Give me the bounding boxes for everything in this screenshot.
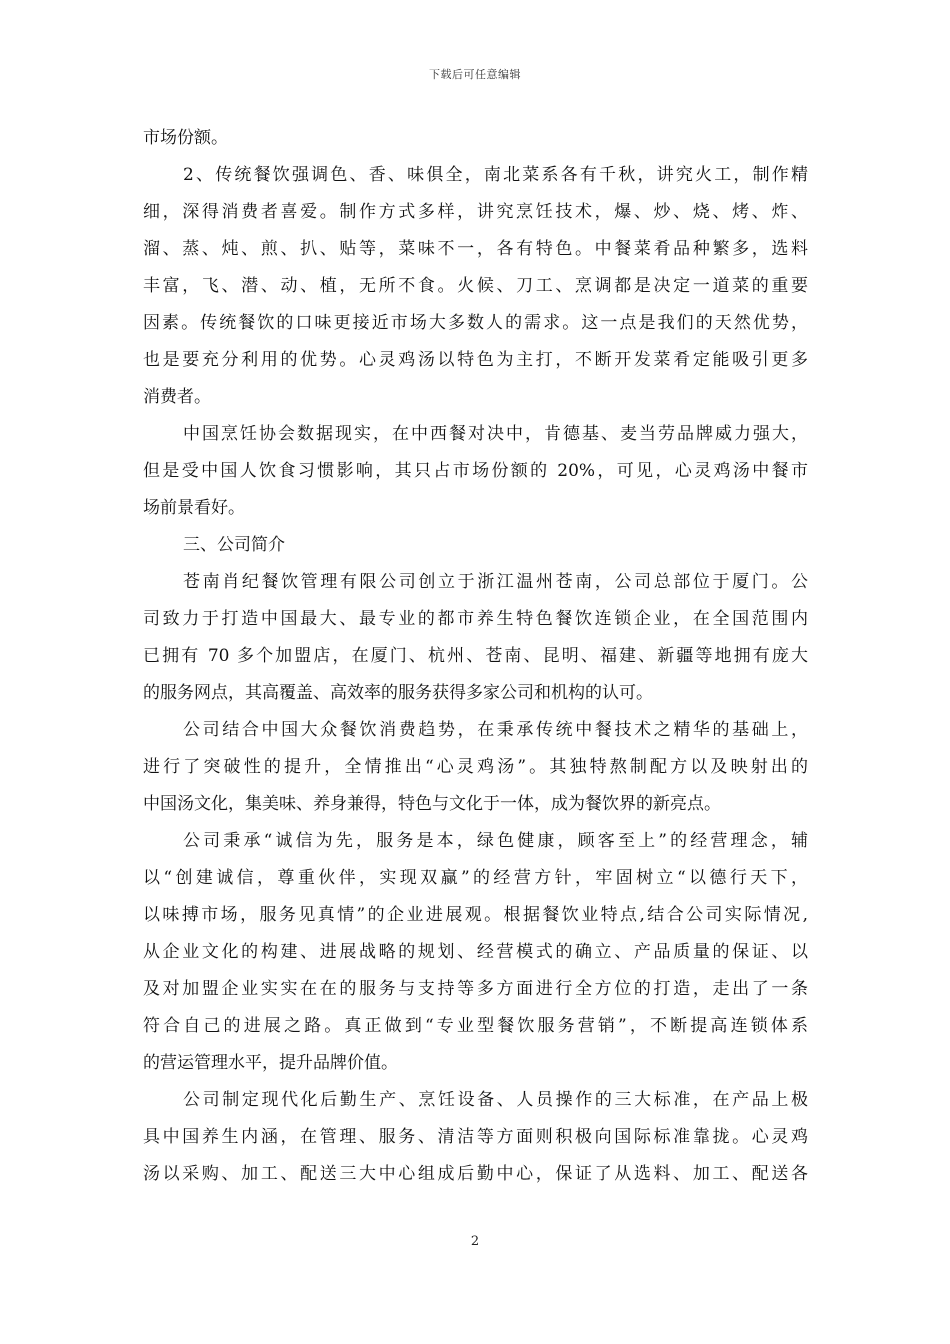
text-line: 公司结合中国大众餐饮消费趋势，在秉承传统中餐技术之精华的基础上， [183, 720, 808, 740]
text-line: 从企业文化的构建、进展战略的规划、经营模式的确立、产品质量的保证、以 [143, 942, 808, 962]
text-line: 细，深得消费者喜爱。制作方式多样，讲究烹饪技术，爆、炒、烧、烤、炸、 [143, 202, 808, 222]
text-line: 苍南肖纪餐饮管理有限公司创立于浙江温州苍南，公司总部位于厦门。公 [183, 572, 808, 592]
page-number: 2 [470, 1234, 480, 1249]
text-line: 已拥有 70 多个加盟店，在厦门、杭州、苍南、昆明、福建、新疆等地拥有庞大 [143, 646, 808, 666]
text-line: 汤以采购、加工、配送三大中心组成后勤中心，保证了从选料、加工、配送各 [143, 1164, 808, 1184]
page-header: 下载后可任意编辑 [429, 68, 521, 81]
text-line: 以味搏市场，服务见真情”的企业进展观。根据餐饮业特点,结合公司实际情况, [143, 905, 808, 925]
paragraph [143, 157, 808, 416]
paragraph [143, 564, 808, 712]
text-line: 进行了突破性的提升，全情推出“心灵鸡汤”。其独特熬制配方以及映射出的 [143, 757, 808, 777]
section-heading [143, 527, 808, 564]
text-line: 的营运管理水平，提升品牌价值。 [143, 1053, 398, 1073]
text-line: 具中国养生内涵，在管理、服务、清洁等方面则积极向国际标准靠拢。心灵鸡 [143, 1127, 808, 1147]
document-body [143, 120, 808, 1193]
text-line: 溜、蒸、炖、煎、扒、贴等，菜味不一，各有特色。中餐菜肴品种繁多，选料 [143, 239, 808, 259]
text-line: 司致力于打造中国最大、最专业的都市养生特色餐饮连锁企业，在全国范围内 [143, 609, 808, 629]
text-line: 公司制定现代化后勤生产、烹饪设备、人员操作的三大标准，在产品上极 [183, 1090, 808, 1110]
text-line: 中国汤文化，集美味、养身兼得，特色与文化于一体，成为餐饮界的新亮点。 [143, 794, 721, 814]
paragraph [143, 712, 808, 823]
text-line: 市场份额。 [143, 128, 228, 148]
text-line: 的服务网点，其高覆盖、高效率的服务获得多家公司和机构的认可。 [143, 683, 653, 703]
text-line: 以“创建诚信，尊重伙伴，实现双赢”的经营方针，牢固树立“以德行天下， [143, 868, 808, 888]
text-line: 丰富，飞、潜、动、植，无所不食。火候、刀工、烹调都是决定一道菜的重要 [143, 276, 808, 296]
heading-text: 三、公司简介 [183, 535, 285, 555]
paragraph [143, 416, 808, 527]
text-line: 中国烹饪协会数据现实，在中西餐对决中，肯德基、麦当劳品牌威力强大， [183, 424, 808, 444]
text-line: 公司秉承“诚信为先，服务是本，绿色健康，顾客至上”的经营理念，辅 [183, 831, 808, 851]
text-line: 因素。传统餐饮的口味更接近市场大多数人的需求。这一点是我们的天然优势， [143, 313, 808, 333]
text-line: 消费者。 [143, 387, 211, 407]
paragraph [143, 120, 808, 157]
text-line: 及对加盟企业实实在在的服务与支持等多方面进行全方位的打造，走出了一条 [143, 979, 808, 999]
text-line: 2、传统餐饮强调色、香、味俱全，南北菜系各有千秋，讲究火工，制作精 [183, 165, 808, 185]
text-line: 但是受中国人饮食习惯影响，其只占市场份额的 20%，可见，心灵鸡汤中餐市 [143, 461, 808, 481]
paragraph [143, 823, 808, 1082]
text-line: 符合自己的进展之路。真正做到“专业型餐饮服务营销”，不断提高连锁体系 [143, 1016, 808, 1036]
text-line: 场前景看好。 [143, 498, 245, 518]
paragraph [143, 1082, 808, 1193]
text-line: 也是要充分利用的优势。心灵鸡汤以特色为主打，不断开发菜肴定能吸引更多 [143, 350, 808, 370]
